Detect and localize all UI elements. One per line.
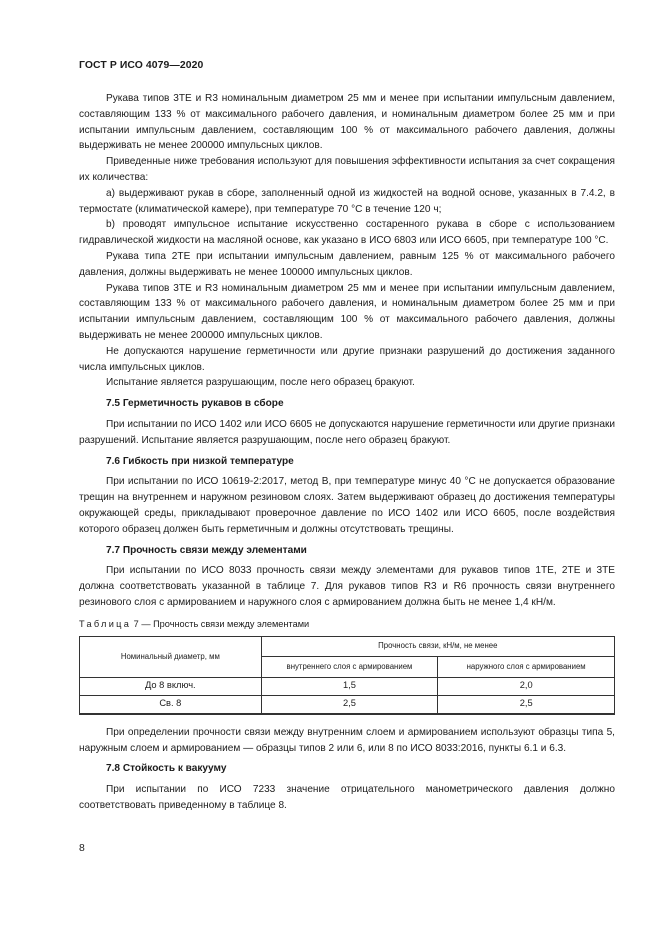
body-text (79, 91, 615, 814)
table-caption-label: Таблица (79, 618, 132, 629)
section-7-7-text: При испытании по ИСО 8033 прочность связи между элементами для рукавов типов 1TE, 2TE и 3TE должна соответствовать указанной в таблице 7. Для рукавов типов R3 и R6 прочность связи внутреннего резинового слоя с армированием и наружного слоя с армированием должна быть не менее 1,4 кН/м. (79, 565, 615, 608)
paragraph: Не допускаются нарушение герметичности или другие признаки разрушений до достижения заданного числа импульсных циклов. (79, 345, 615, 373)
cell-inner: 2,5 (261, 695, 438, 714)
section-7-7-after-table: При определении прочности связи между внутренним слоем и армированием используют образцы типа 5, наружным слоем и армированием — образцы типов 2 или 6, или 8 по ИСО 8033:2016, пункты 6.1 и 6.3. (79, 726, 615, 754)
list-item-a: a) выдерживают рукав в сборе, заполненный одной из жидкостей на водной основе, указанных в 7.4.2, в термостате (климатической камере), при температуре 70 °С в течение 120 ч; (79, 187, 615, 215)
paragraph: Рукава типа 2TE при испытании импульсным давлением, равным 125 % от максимального рабочего давления, должны выдерживать не менее 100000 импульсных циклов. (79, 250, 615, 278)
section-7-8-text: При испытании по ИСО 7233 значение отрицательного манометрического давления должно соответствовать приведенному в таблице 8. (79, 784, 615, 811)
section-7-5-text: При испытании по ИСО 1402 или ИСО 6605 не допускаются нарушение герметичности или другие признаки разрушений. Испытание является разрушающим, после него образец бракуют. (79, 418, 615, 446)
cell-diameter: Св. 8 (80, 695, 262, 714)
header-bond-strength: Прочность связи, кН/м, не менее (261, 636, 614, 656)
section-title-7-5: 7.5 Герметичность рукавов в сборе (106, 398, 284, 410)
paragraph: Испытание является разрушающим, после него образец бракуют. (106, 377, 415, 389)
cell-inner: 1,5 (261, 677, 438, 695)
table-caption-text: 7 — Прочность связи между элементами (131, 618, 310, 629)
cell-outer: 2,5 (438, 695, 615, 714)
section-title-7-7: 7.7 Прочность связи между элементами (106, 544, 307, 556)
list-item-b: b) проводят импульсное испытание искусственно состаренного рукава в сборе с использованием гидравлической жидкости на масляной основе, как указано в ИСО 6803 или ИСО 6605, при температуре 100 °С. (79, 219, 615, 247)
table-caption (79, 617, 615, 631)
header-nominal-diameter: Номинальный диаметр, мм (80, 636, 262, 677)
page-number: 8 (79, 843, 85, 854)
bond-strength-table (79, 636, 615, 715)
cell-diameter: До 8 включ. (80, 677, 262, 695)
paragraph: Рукава типов 3TE и R3 номинальным диаметром 25 мм и менее при испытании импульсным давлением, составляющим 133 % от максимального рабочего давления, и номинальным диаметром более 25 мм и при испытании импульсным давлением, составляющим 100 % от максимального рабочего давления, должны выдерживать не менее 200000 импульсных циклов. (79, 282, 615, 341)
header-outer-layer: наружного слоя с армированием (438, 656, 615, 677)
section-7-6-text: При испытании по ИСО 10619-2:2017, метод B, при температуре минус 40 °С не допускается образование трещин на внутреннем и наружном резиновом слоях. Затем выдерживают образец до достижения температуры окружающей среды, прикладывают проверочное давление по ИСО 1402 или ИСО 6605, после воздействия которого образец должен быть герметичным и должны отсутствовать трещины. (79, 476, 615, 535)
table-row (80, 677, 615, 695)
section-title-7-8: 7.8 Стойкость к вакууму (106, 763, 227, 775)
paragraph: Приведенные ниже требования используют для повышения эффективности испытания за счет сокращения их количества: (79, 156, 615, 183)
table-row (80, 695, 615, 714)
paragraph: Рукава типов 3TE и R3 номинальным диаметром 25 мм и менее при испытании импульсным давлением, составляющим 133 % от максимального рабочего давления, и номинальным диаметром более 25 мм и при испытании импульсным давлением, составляющим 100 % от максимального рабочего давления, должны выдерживать не менее 200000 импульсных циклов. (79, 93, 615, 152)
cell-outer: 2,0 (438, 677, 615, 695)
section-title-7-6: 7.6 Гибкость при низкой температуре (106, 455, 294, 467)
header-inner-layer: внутреннего слоя с армированием (261, 656, 438, 677)
document-header: ГОСТ Р ИСО 4079—2020 (79, 60, 204, 71)
